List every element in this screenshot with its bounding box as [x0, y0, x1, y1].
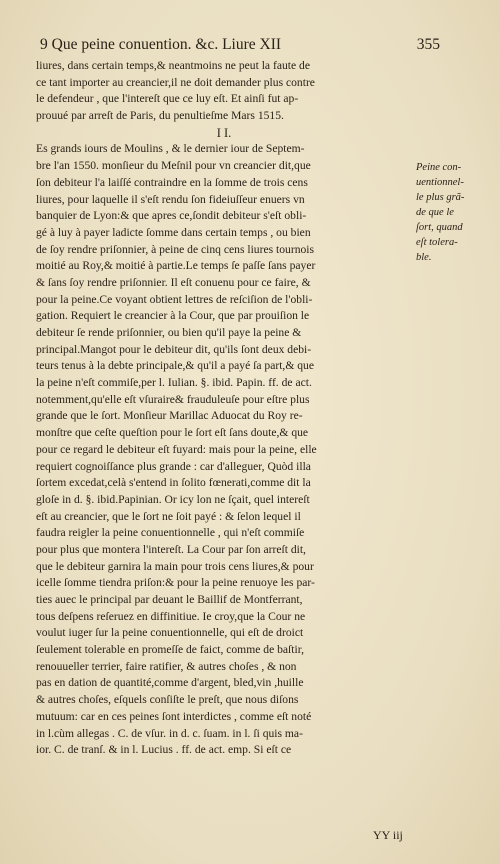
- text-line: gé à luy à payer ladicte ſomme dans certain temps , ou bien: [36, 225, 311, 239]
- text-line: pour ce regard le debiteur eſt fuyard: mais pour la peine, elle: [36, 442, 317, 456]
- text-line: pas en dation de quantité,comme d'argent, bled,vin ,huille: [36, 676, 304, 690]
- margin-note-line: ſort, quand: [416, 222, 463, 233]
- text-line: ſortem excedat,celà s'entend in ſolito fœnerati,comme dit la: [36, 476, 311, 490]
- text-line: ties auec le principal par deuant le Baillif de Montferrant,: [36, 593, 303, 606]
- text-line: faudra reigler la peine conuentionnelle , qui n'eſt commiſe: [36, 526, 305, 540]
- text-line: gloſe in d. §. ibid.Papinian. Or icy lon ne ſçait, quel intereſt: [36, 492, 310, 506]
- text-line: gation. Requiert le creancier à la Cour, que par prouiſion le: [36, 309, 310, 323]
- text-line: voulut iuger ſur la peine conuentionnelle, qui eſt de droict: [36, 626, 304, 640]
- margin-note-line: le plus grã-: [416, 192, 465, 203]
- text-line: teurs tenus à la debte principale,& qu'il a payé ſa part,& que: [36, 359, 314, 373]
- text-line: debiteur ſe rende priſonnier, ou bien qu'il paye la peine &: [36, 326, 302, 339]
- page-number: 355: [416, 36, 440, 53]
- margin-note-line: uentionnel-: [416, 177, 464, 188]
- text-line: requiert cognoiſſance plus grande : car d'alleguer, Quòd illa: [36, 459, 311, 473]
- text-line: liures, pour laquelle il s'eſt rendu ſon fideiuſſeur enuers vn: [36, 192, 305, 206]
- text-line: moitié au Roy,& moitié à partie.Le temps ſe paſſe ſans payer: [36, 259, 316, 273]
- margin-note: [416, 160, 486, 265]
- text-line: que le debiteur garnira la main pour trois cens liures,& pour: [36, 559, 314, 573]
- margin-note-line: ble.: [416, 252, 432, 263]
- text-line: ſeulement tolerable en promeſſe de faict, comme de baſtir,: [36, 643, 305, 657]
- text-line: in l.cùm allegas . C. de vſur. in d. c. ſuam. in l. ſi quis ma-: [36, 726, 303, 740]
- text-line: & ſans ſoy rendre priſonnier. Il eſt conuenu pour ce faire, &: [36, 275, 311, 289]
- text-line: mutuum: car en ces peines ſont interdictes , comme eſt noté: [36, 709, 312, 723]
- text-line: pour plus que montera l'intereſt. La Cour par ſon arreſt dit,: [36, 542, 306, 556]
- text-line: pour la peine.Ce voyant obtient lettres de reſciſion de l'obli-: [36, 292, 313, 306]
- text-line: ſon debiteur l'a laiſſé contraindre en la ſomme de trois cens: [36, 175, 308, 189]
- text-line: icelle ſomme tiendra priſon:& pour la peine renuoye les par-: [36, 576, 315, 590]
- margin-note-line: Peine con-: [416, 162, 462, 173]
- text-line: & autres choſes, eſquels conſiſte le preſt, que nous diſons: [36, 693, 299, 707]
- text-line: ior. C. de tranſ. & in l. Lucius . ff. de act. emp. Si eſt ce: [36, 743, 292, 757]
- text-line: principal.Mangot pour le debiteur dit, qu'ils ſont deux debi-: [36, 342, 312, 356]
- text-line: Es grands iours de Moulins , & le dernier iour de Septem-: [36, 142, 305, 156]
- margin-note-line: eſt tolera-: [416, 237, 458, 248]
- text-line: tous deſpens reſeruez en diffinitiue. Ie croy,que la Cour ne: [36, 609, 306, 623]
- body-text: [36, 58, 412, 759]
- text-line: liures, dans certain temps,& neantmoins ne peut la faute de: [36, 59, 310, 72]
- text-line: monſtre que ceſte queſtion pour le ſort eſt ſans doute,& que: [36, 426, 309, 440]
- text-line: le defendeur , que l'intereſt que ce luy eſt. Et ainſi fut ap-: [36, 92, 299, 106]
- text-line: banquier de Lyon:& que apres ce,ſondit debiteur s'eſt obli-: [36, 209, 307, 223]
- text-line: la peine n'eſt commiſe,per l. Iulian. §. ibid. Papin. ff. de act.: [36, 376, 312, 390]
- text-line: bre l'an 1550. monſieur du Meſnil pour vn creancier dit,que: [36, 159, 311, 173]
- text-line: renouueller terrier, faire ratifier, & autres choſes , & non: [36, 659, 297, 673]
- section-heading: I I.: [216, 125, 232, 140]
- text-line: prouué par arreſt de Paris, du penultieſme Mars 1515.: [36, 109, 284, 123]
- running-title: 9 Que peine conuention. &c. Liure XII: [40, 36, 282, 53]
- text-line: eſt au creancier, que le ſort ne ſoit payé : & ſelon lequel il: [36, 509, 301, 523]
- signature-mark: YY iij: [373, 828, 403, 842]
- running-header: [40, 36, 440, 54]
- text-line: notemment,qu'elle eſt vſuraire& frauduleuſe pour eſtre plus: [36, 392, 310, 406]
- text-line: ce tant importer au creancier,il ne doit demander plus contre: [36, 75, 315, 89]
- text-line: grande que le ſort. Monſieur Marillac Aduocat du Roy re-: [36, 409, 303, 423]
- text-line: de ſoy rendre priſonnier, à peine de cinq cens liures tournois: [36, 242, 315, 256]
- margin-note-line: de que le: [416, 207, 454, 218]
